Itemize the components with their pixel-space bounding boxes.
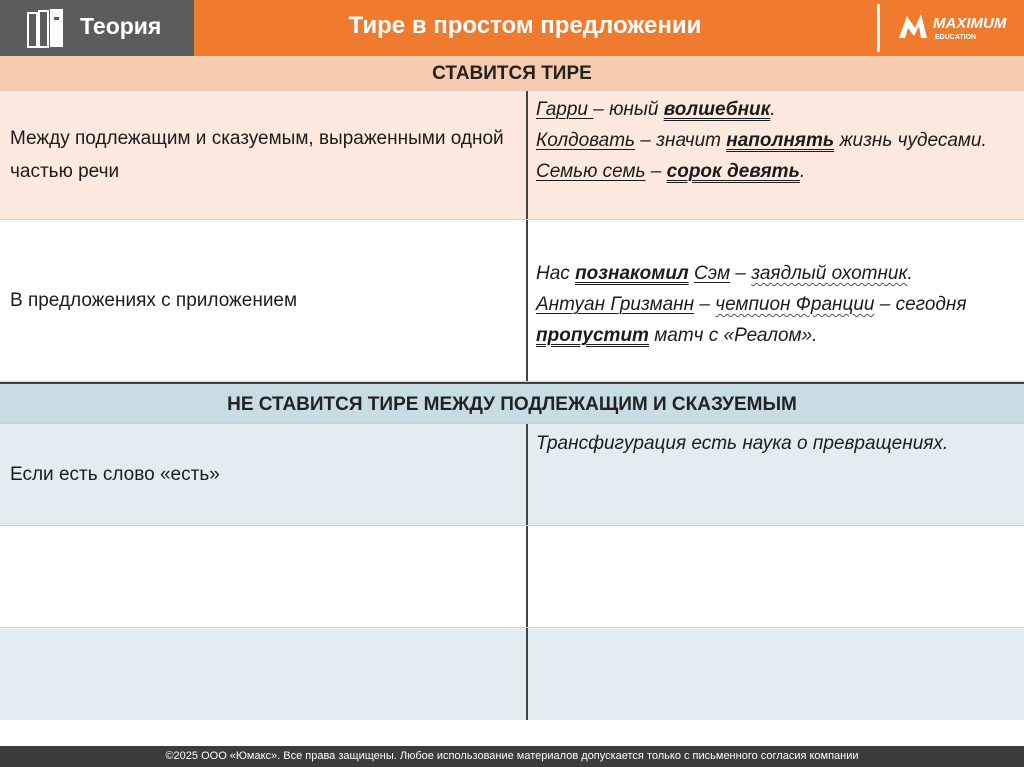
predicate: волшебник — [663, 99, 771, 120]
logo-divider — [877, 4, 880, 52]
subject: Колдовать — [536, 130, 636, 151]
example-text: Нас — [536, 263, 576, 284]
apposition: чемпион Франции — [715, 294, 875, 315]
section-heading-dash — [0, 56, 1024, 91]
example-line — [536, 156, 1024, 187]
table-row — [0, 91, 1024, 220]
theory-section-box — [0, 0, 194, 56]
table-row — [0, 424, 1024, 526]
section-heading-text: СТАВИТСЯ ТИРЕ — [432, 63, 592, 84]
header-bar — [0, 0, 1024, 56]
rule-cell — [0, 424, 526, 525]
example-cell — [526, 526, 1024, 627]
example-text: матч с «Реалом». — [648, 325, 818, 346]
table-row — [0, 220, 1024, 382]
example-text: – сегодня — [874, 294, 967, 315]
section-heading-no-dash — [0, 382, 1024, 424]
book-icon — [26, 9, 68, 49]
example-cell — [526, 220, 1024, 381]
example-text: Трансфигурация есть наука о превращениях. — [536, 433, 949, 454]
table-row — [0, 628, 1024, 720]
example-text: – — [694, 294, 716, 315]
predicate: пропустит — [536, 325, 649, 346]
example-text: – юный — [593, 99, 664, 120]
subject: Сэм — [694, 263, 731, 284]
predicate: сорок девять — [666, 161, 800, 182]
section-heading-text: НЕ СТАВИТСЯ ТИРЕ МЕЖДУ ПОДЛЕЖАЩИМ И СКАЗУЕМЫМ — [227, 394, 797, 415]
predicate: наполнять — [726, 130, 835, 151]
rule-cell — [0, 220, 526, 381]
example-cell — [526, 628, 1024, 720]
example-line — [536, 125, 1024, 156]
predicate: познакомил — [575, 263, 689, 284]
table-row — [0, 526, 1024, 628]
example-text: – значит — [635, 130, 727, 151]
rule-cell — [0, 628, 526, 720]
rules-table — [0, 56, 1024, 720]
rule-text: Если есть слово «есть» — [10, 464, 220, 485]
example-cell — [526, 91, 1024, 219]
rule-text: В предложениях с приложением — [10, 290, 298, 311]
example-text: . — [907, 263, 913, 284]
example-text: – — [645, 161, 667, 182]
example-cell — [526, 424, 1024, 525]
rule-text: Между подлежащим и сказуемым, выраженными одной частью речи — [10, 128, 504, 182]
subject: Антуан Гризманн — [536, 294, 695, 315]
rule-cell — [0, 91, 526, 219]
example-text: . — [799, 161, 806, 182]
example-line — [536, 94, 1024, 125]
logo-main-text: MAXIMUM — [933, 15, 1007, 32]
example-line — [536, 289, 1024, 351]
example-text: – — [730, 263, 752, 284]
example-text: жизнь чудесами. — [834, 130, 987, 151]
example-line — [536, 258, 1024, 289]
maximum-logo — [895, 8, 1017, 48]
logo-sub-text: EDUCATION — [935, 34, 977, 41]
subject: Семью семь — [536, 161, 646, 182]
rule-cell — [0, 526, 526, 627]
subject: Гарри — [536, 99, 594, 120]
apposition: заядлый охотник — [751, 263, 908, 284]
page-title: Тире в простом предложении — [348, 12, 702, 39]
theory-label: Теория — [80, 13, 162, 39]
copyright-footer: ©2025 ООО «Юмакс». Все права защищены. Любое использование материалов допускается только с письменного согласия компании — [0, 746, 1024, 767]
example-text: . — [770, 99, 776, 120]
